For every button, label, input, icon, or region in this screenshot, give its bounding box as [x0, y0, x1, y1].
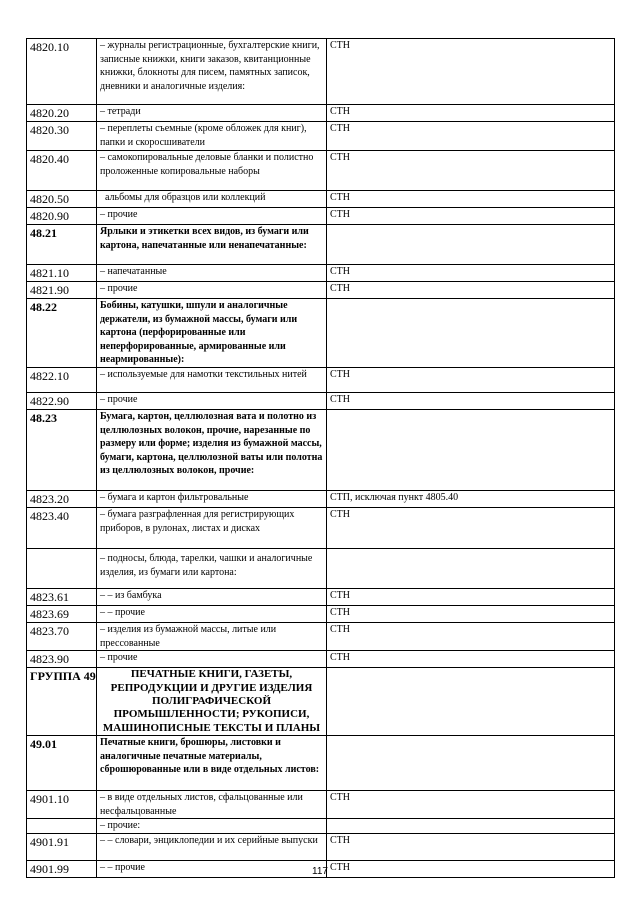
hs-code: 4820.50	[27, 191, 97, 208]
origin-rule: СТН	[327, 208, 615, 225]
table-row	[27, 225, 615, 265]
goods-description: – прочие:	[97, 819, 327, 834]
origin-rule: СТН	[327, 507, 615, 548]
hs-code: 4823.20	[27, 490, 97, 507]
goods-description: – тетради	[97, 105, 327, 122]
hs-code: 4823.70	[27, 622, 97, 650]
hs-heading: 48.21	[27, 225, 97, 265]
table-row	[27, 208, 615, 225]
origin-rule: СТП, исключая пункт 4805.40	[327, 490, 615, 507]
goods-description: – переплеты съемные (кроме обложек для книг), папки и скоросшиватели	[97, 122, 327, 151]
table-row	[27, 490, 615, 507]
origin-rule: СТН	[327, 105, 615, 122]
origin-rule: СТН	[327, 791, 615, 819]
goods-description: – подносы, блюда, тарелки, чашки и аналогичные изделия, из бумаги или картона:	[97, 548, 327, 588]
table-row	[27, 668, 615, 736]
table-row	[27, 151, 615, 191]
table-row	[27, 392, 615, 409]
hs-code: 4820.90	[27, 208, 97, 225]
origin-rule	[327, 819, 615, 834]
table-row	[27, 39, 615, 105]
origin-rule: СТН	[327, 282, 615, 299]
goods-description: – прочие	[97, 208, 327, 225]
origin-rule: СТН	[327, 367, 615, 392]
hs-code: 4901.99	[27, 860, 97, 877]
hs-code	[27, 548, 97, 588]
heading-description: Ярлыки и этикетки всех видов, из бумаги или картона, напечатанные или ненапечатанные:	[97, 225, 327, 265]
goods-description: – самокопировальные деловые бланки и полистно проложенные копировальные наборы	[97, 151, 327, 191]
hs-code: 4823.69	[27, 605, 97, 622]
table-row	[27, 367, 615, 392]
origin-rule	[327, 409, 615, 490]
table-row	[27, 819, 615, 834]
origin-rule: СТН	[327, 622, 615, 650]
goods-description: – – прочие	[97, 605, 327, 622]
goods-description: – прочие	[97, 392, 327, 409]
table-row	[27, 588, 615, 605]
heading-description: Бумага, картон, целлюлозная вата и полотно из целлюлозных волокон, прочие, нарезанные по размеру или форме; изделия из бумажной массы, бумаги, картона, целлюлозной ваты или полотна из целлюлозных волокон, прочие:	[97, 409, 327, 490]
table-row	[27, 409, 615, 490]
hs-heading: 49.01	[27, 736, 97, 791]
table-row	[27, 282, 615, 299]
goods-description: – бумага и картон фильтровальные	[97, 490, 327, 507]
table-row	[27, 605, 615, 622]
hs-code: 4820.30	[27, 122, 97, 151]
origin-rule	[327, 225, 615, 265]
hs-heading: 48.22	[27, 299, 97, 368]
hs-code: 4822.90	[27, 392, 97, 409]
hs-code: 4821.90	[27, 282, 97, 299]
heading-description: Печатные книги, брошюры, листовки и аналогичные печатные материалы, сброшюрованные или в виде отдельных листов:	[97, 736, 327, 791]
table-row	[27, 548, 615, 588]
table-row	[27, 833, 615, 860]
origin-rule	[327, 299, 615, 368]
table-row	[27, 736, 615, 791]
hs-code: 4823.90	[27, 651, 97, 668]
table-row	[27, 105, 615, 122]
origin-rule: СТН	[327, 265, 615, 282]
origin-rule: СТН	[327, 833, 615, 860]
origin-rule: СТН	[327, 122, 615, 151]
hs-code: 4901.91	[27, 833, 97, 860]
page-number: 117	[312, 866, 328, 877]
hs-code: 4822.10	[27, 367, 97, 392]
hs-code: 4821.10	[27, 265, 97, 282]
hs-code: 4823.61	[27, 588, 97, 605]
origin-rule: СТН	[327, 39, 615, 105]
goods-description: – журналы регистрационные, бухгалтерские книги, записные книжки, книги заказов, квитанционные книжки, блокноты для писем, памятных записок, дневники и аналогичные изделия:	[97, 39, 327, 105]
goods-description: альбомы для образцов или коллекций	[97, 191, 327, 208]
goods-description: – прочие	[97, 282, 327, 299]
table-row	[27, 622, 615, 650]
table-row	[27, 299, 615, 368]
table-row	[27, 507, 615, 548]
goods-description: – – из бамбука	[97, 588, 327, 605]
origin-rule: СТН	[327, 151, 615, 191]
table-row	[27, 791, 615, 819]
goods-description: – изделия из бумажной массы, литые или прессованные	[97, 622, 327, 650]
origin-rule	[327, 548, 615, 588]
goods-description: – – прочие	[97, 860, 327, 877]
goods-description: – напечатанные	[97, 265, 327, 282]
origin-rule: СТН	[327, 651, 615, 668]
goods-description: – прочие	[97, 651, 327, 668]
tariff-rules-table	[26, 38, 615, 878]
table-row	[27, 651, 615, 668]
hs-code: 4820.40	[27, 151, 97, 191]
origin-rule	[327, 736, 615, 791]
hs-code: 4823.40	[27, 507, 97, 548]
origin-rule: СТН	[327, 392, 615, 409]
origin-rule: СТН	[327, 588, 615, 605]
goods-description: – в виде отдельных листов, сфальцованные или несфальцованные	[97, 791, 327, 819]
goods-description: – – словари, энциклопедии и их серийные выпуски	[97, 833, 327, 860]
hs-code: 4820.20	[27, 105, 97, 122]
table-row	[27, 265, 615, 282]
hs-code: 4820.10	[27, 39, 97, 105]
hs-code	[27, 819, 97, 834]
group-label: ГРУППА 49	[27, 668, 97, 736]
table-row	[27, 122, 615, 151]
origin-rule	[327, 668, 615, 736]
origin-rule: СТН	[327, 860, 615, 877]
hs-heading: 48.23	[27, 409, 97, 490]
goods-description: – используемые для намотки текстильных нитей	[97, 367, 327, 392]
goods-description: – бумага разграфленная для регистрирующих приборов, в рулонах, листах и дисках	[97, 507, 327, 548]
origin-rule: СТН	[327, 191, 615, 208]
group-title: ПЕЧАТНЫЕ КНИГИ, ГАЗЕТЫ, РЕПРОДУКЦИИ И ДРУГИЕ ИЗДЕЛИЯ ПОЛИГРАФИЧЕСКОЙ ПРОМЫШЛЕННОСТИ; РУКОПИСИ, МАШИНОПИСНЫЕ ТЕКСТЫ И ПЛАНЫ	[97, 668, 327, 736]
origin-rule: СТН	[327, 605, 615, 622]
table-row	[27, 191, 615, 208]
hs-code: 4901.10	[27, 791, 97, 819]
heading-description: Бобины, катушки, шпули и аналогичные держатели, из бумажной массы, бумаги или картона (перфорированные или неперфорированные, армированные или неармированные):	[97, 299, 327, 368]
